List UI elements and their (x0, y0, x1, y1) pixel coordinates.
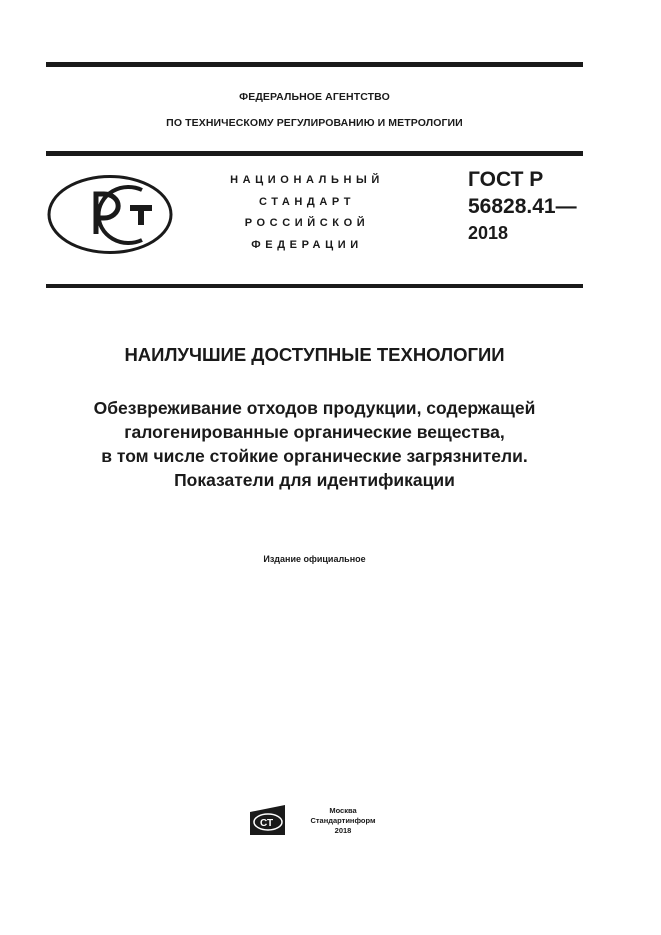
header-bottom-rule (46, 151, 583, 156)
designation-line-2: 56828.41— (468, 195, 577, 218)
national-standard-line-3: РОССИЙСКОЙ (244, 217, 370, 229)
standartinform-logo-icon (249, 804, 289, 836)
subtitle-line-3: в том числе стойкие органические загрязнители. (101, 446, 528, 466)
designation-line-1: ГОСТ Р (468, 168, 544, 191)
standard-designation (468, 166, 577, 247)
national-standard-line-2: СТАНДАРТ (258, 195, 356, 208)
document-title: НАИЛУЧШИЕ ДОСТУПНЫЕ ТЕХНОЛОГИИ (124, 344, 505, 365)
publisher-year: 2018 (334, 826, 352, 835)
publisher-info (298, 806, 388, 836)
agency-line-2: ПО ТЕХНИЧЕСКОМУ РЕГУЛИРОВАНИЮ И МЕТРОЛОГИИ (166, 117, 463, 129)
gost-r-certification-logo-icon (46, 172, 174, 257)
subtitle-line-2: галогенированные органические вещества, (124, 422, 505, 442)
national-standard-label (222, 170, 392, 256)
publisher-name: Стандартинформ (310, 816, 376, 825)
national-standard-line-4: ФЕДЕРАЦИИ (251, 238, 363, 251)
subtitle-line-1: Обезвреживание отходов продукции, содержащей (93, 398, 536, 418)
subtitle-line-4: Показатели для идентификации (174, 470, 455, 490)
top-rule (46, 62, 583, 67)
standard-block-rule (46, 284, 583, 288)
publisher-city: Москва (329, 806, 357, 815)
edition-note: Издание официальное (263, 554, 366, 564)
svg-text:СТ: СТ (260, 818, 274, 829)
national-standard-line-1: НАЦИОНАЛЬНЫЙ (230, 174, 384, 186)
document-subtitle (46, 396, 583, 492)
designation-year: 2018 (468, 223, 509, 243)
agency-line-1: ФЕДЕРАЛЬНОЕ АГЕНТСТВО (239, 91, 390, 103)
